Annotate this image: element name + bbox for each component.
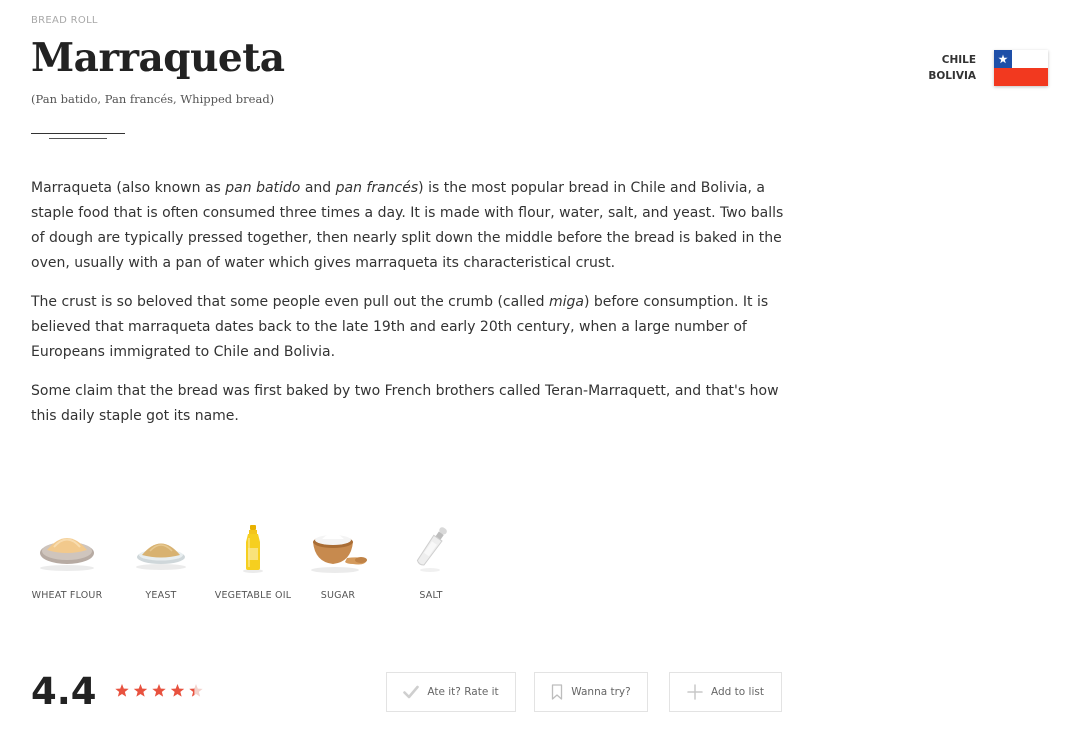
ingredient-label: SUGAR: [320, 590, 356, 601]
ingredient-salt[interactable]: [401, 520, 461, 601]
ingredient-label: VEGETABLE OIL: [214, 590, 292, 601]
chile-flag-icon[interactable]: [994, 50, 1048, 86]
rating-stars[interactable]: [114, 683, 204, 699]
ingredient-vegetable-oil[interactable]: [215, 520, 291, 601]
star-filled-icon: [115, 684, 128, 697]
wheat-flour-icon: [32, 520, 102, 578]
dish-description: [31, 176, 801, 443]
ingredient-list: [31, 520, 461, 601]
rate-it-button[interactable]: [386, 672, 516, 712]
wanna-try-button[interactable]: [534, 672, 648, 712]
dish-category[interactable]: BREAD ROLL: [31, 15, 98, 26]
title-divider: [31, 133, 125, 134]
vegetable-oil-icon: [218, 520, 288, 578]
country-list: [928, 52, 976, 84]
description-paragraph: Marraqueta (also known as pan batido and pan francés) is the most popular bread in Chile and Bolivia, a staple food that is often consumed three times a day. It is made with flour, water, salt, and yeast. Two balls of dough are typically pressed together, then nearly split down the middle before the bread is baked in the oven, usually with a pan of water which gives marraqueta its characteristical crust.: [31, 180, 784, 271]
page-title: Marraqueta: [31, 35, 285, 81]
ingredient-wheat-flour[interactable]: [31, 520, 103, 601]
description-paragraph: The crust is so beloved that some people even pull out the crumb (called miga) before consumption. It is believed that marraqueta dates back to the late 19th and early 20th century, when a large number of Europeans immigrated to Chile and Bolivia.: [31, 294, 769, 360]
ingredient-sugar[interactable]: [303, 520, 373, 601]
add-to-list-label: Add to list: [711, 686, 764, 698]
rate-it-label: Ate it? Rate it: [427, 686, 499, 698]
checkmark-icon: [403, 685, 419, 699]
bookmark-icon: [551, 684, 563, 700]
salt-icon: [401, 520, 461, 578]
add-to-list-button[interactable]: [669, 672, 782, 712]
star-filled-icon: [171, 684, 184, 697]
description-paragraph: Some claim that the bread was first baked by two French brothers called Teran-Marraquett, and that's how this daily staple got its name.: [31, 383, 779, 424]
title-divider-short: [49, 138, 107, 139]
ingredient-label: WHEAT FLOUR: [31, 590, 103, 601]
country-chile[interactable]: CHILE: [941, 54, 976, 66]
sugar-icon: [303, 520, 373, 578]
star-filled-icon: [134, 684, 147, 697]
dish-aliases: (Pan batido, Pan francés, Whipped bread): [31, 92, 275, 106]
plus-icon: [687, 684, 703, 700]
star-filled-icon: [152, 684, 165, 697]
ingredient-label: YEAST: [145, 590, 177, 601]
ingredient-label: SALT: [419, 590, 443, 601]
wanna-try-label: Wanna try?: [571, 686, 631, 698]
ingredient-yeast[interactable]: [125, 520, 197, 601]
country-bolivia[interactable]: BOLIVIA: [928, 70, 976, 82]
rating-value: 4.4: [31, 670, 97, 713]
yeast-icon: [126, 520, 196, 578]
